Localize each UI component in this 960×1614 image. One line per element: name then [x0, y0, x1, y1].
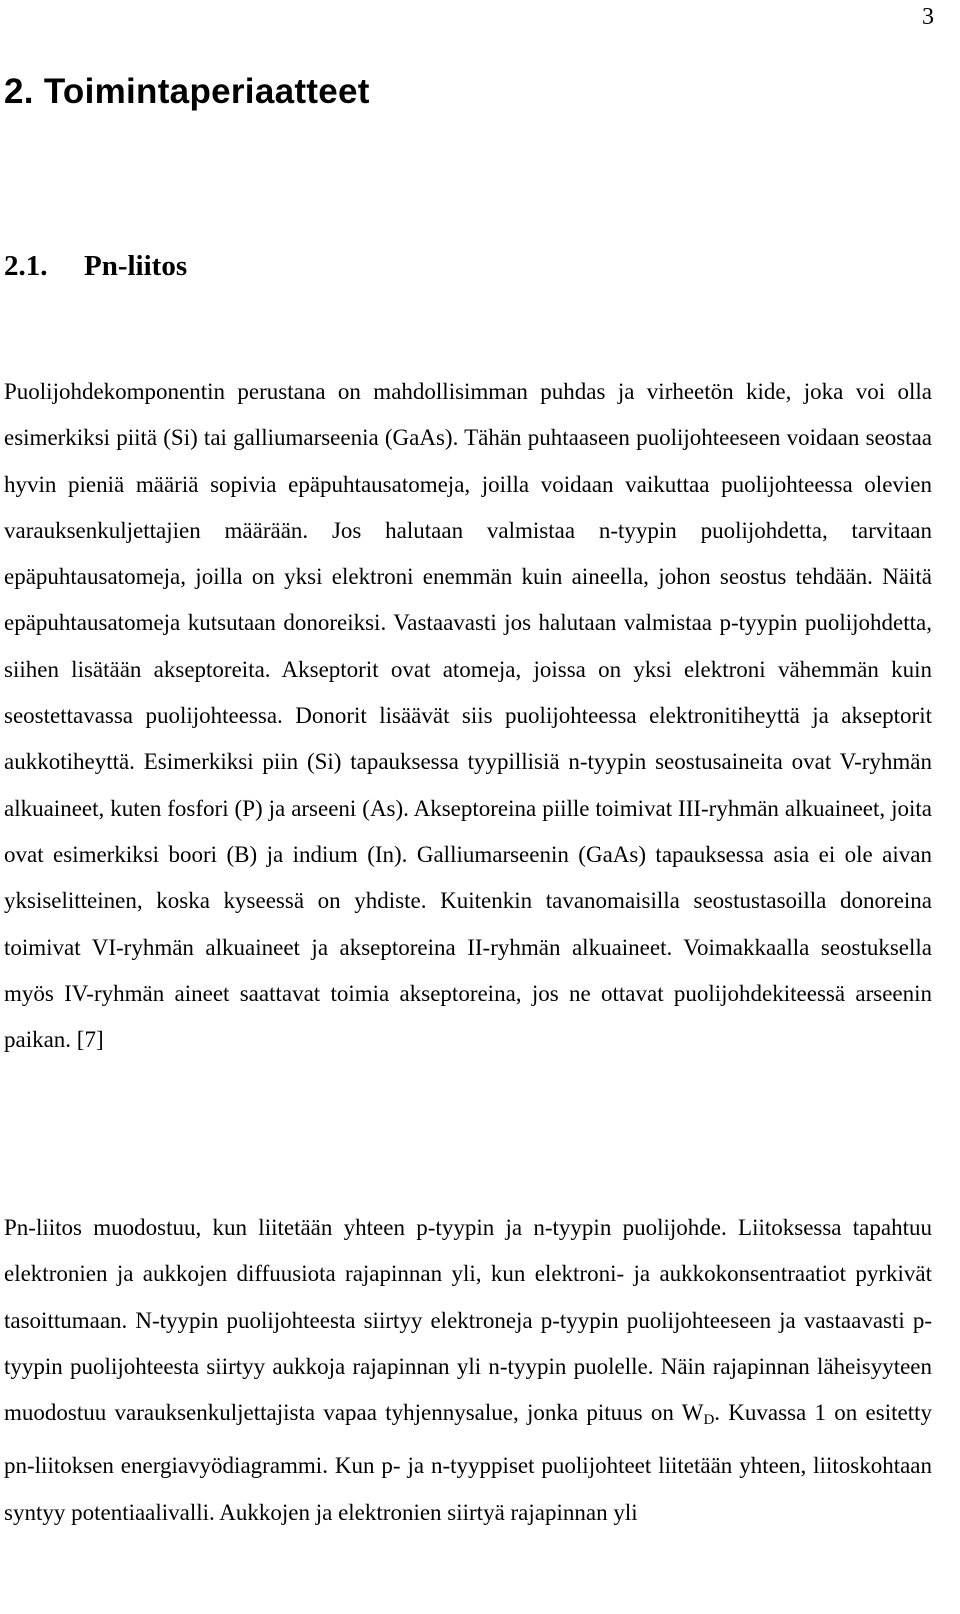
paragraph-pn-junction	[4, 1205, 932, 1536]
section-number: 2.1.	[4, 250, 48, 282]
paragraph-pn-junction-part-1: Pn-liitos muodostuu, kun liitetään yhteen p-tyypin ja n-tyypin puolijohde. Liitoksessa tapahtuu elektronien ja aukkojen diffuusiota rajapinnan yli, kun elektroni- ja aukkokonsentraatiot pyrkivät tasoittumaan. N-tyypin puolijohteesta siirtyy elektroneja p-tyypin puolijohteeseen ja vastaavasti p-tyypin puolijohteesta siirtyy aukkoja rajapinnan yli n-tyypin puolelle. Näin rajapinnan läheisyyteen muodostuu varauksenkuljettajista vapaa tyhjennysalue, jonka pituus on W	[4, 1215, 932, 1426]
chapter-title: 2. Toimintaperiaatteet	[4, 72, 370, 111]
page-number: 3	[922, 4, 934, 30]
section-title	[4, 250, 187, 283]
section-title-text: Pn-liitos	[84, 250, 188, 282]
paragraph-pn-junction-part-2: . Kuvassa 1 on esitetty pn-liitoksen energiavyödiagrammi. Kun p- ja n-tyyppiset puolijohteet liitetään yhteen, liitoskohtaan syntyy potentiaalivalli. Aukkojen ja elektronien siirtyä rajapinnan yli	[4, 1400, 932, 1525]
depletion-width-subscript: D	[703, 1412, 715, 1429]
paragraph-doping: Puolijohdekomponentin perustana on mahdollisimman puhdas ja virheetön kide, joka voi olla esimerkiksi piitä (Si) tai galliumarseenia (GaAs). Tähän puhtaaseen puolijohteeseen voidaan seostaa hyvin pieniä määriä sopivia epäpuhtausatomeja, joilla voidaan vaikuttaa puolijohteessa olevien varauksenkuljettajien määrään. Jos halutaan valmistaa n-tyypin puolijohdetta, tarvitaan epäpuhtausatomeja, joilla on yksi elektroni enemmän kuin aineella, johon seostus tehdään. Näitä epäpuhtausatomeja kutsutaan donoreiksi. Vastaavasti jos halutaan valmistaa p-tyypin puolijohdetta, siihen lisätään akseptoreita. Akseptorit ovat atomeja, joissa on yksi elektroni vähemmän kuin seostettavassa puolijohteessa. Donorit lisäävät siis puolijohteessa elektronitiheyttä ja akseptorit aukkotiheyttä. Esimerkiksi piin (Si) tapauksessa tyypillisiä n-tyypin seostusaineita ovat V-ryhmän alkuaineet, kuten fosfori (P) ja arseeni (As). Akseptoreina piille toimivat III-ryhmän alkuaineet, joita ovat esimerkiksi boori (B) ja indium (In). Galliumarseenin (GaAs) tapauksessa asia ei ole aivan yksiselitteinen, koska kyseessä on yhdiste. Kuitenkin tavanomaisilla seostustasoilla donoreina toimivat VI-ryhmän alkuaineet ja akseptoreina II-ryhmän alkuaineet. Voimakkaalla seostuksella myös IV-ryhmän aineet saattavat toimia akseptoreina, jos ne ottavat puolijohdekiteessä arseenin paikan. [7]	[4, 379, 932, 1053]
